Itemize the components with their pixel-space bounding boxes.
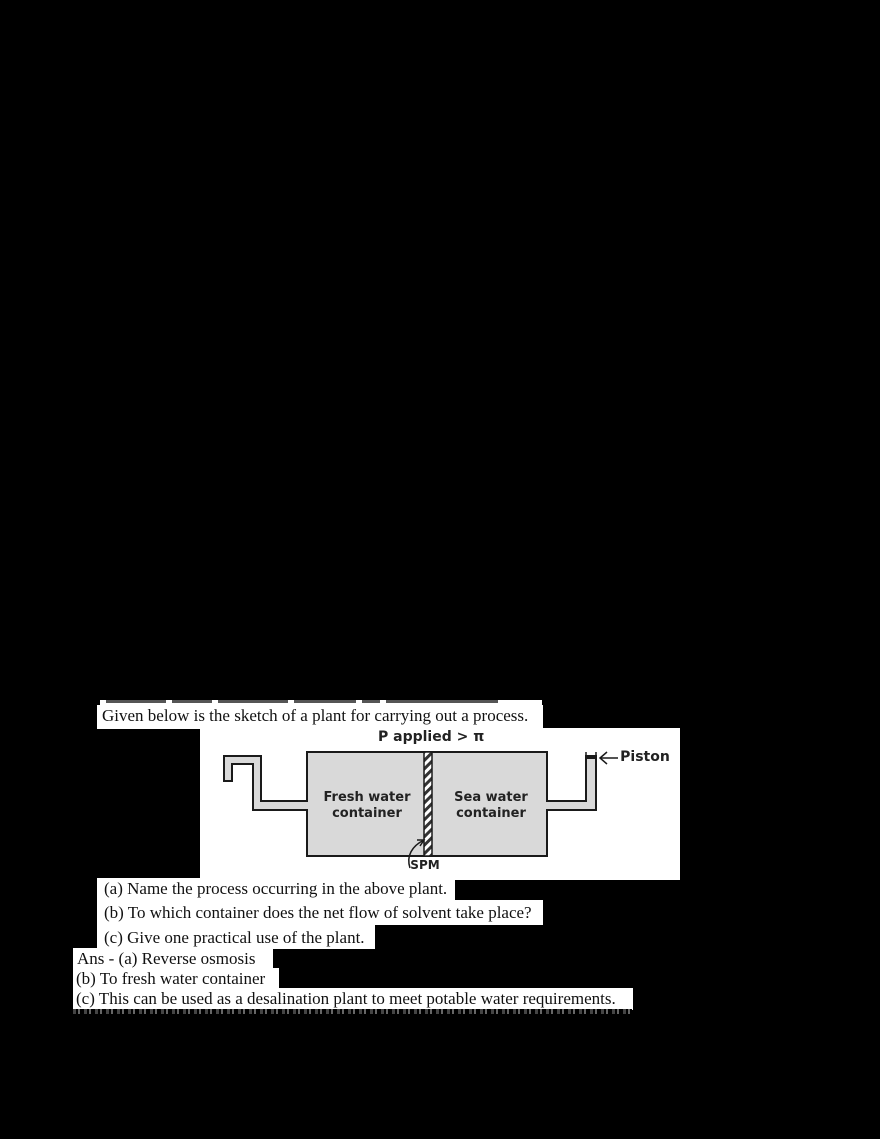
- answer-c-text: (c) This can be used as a desalination plant to meet potable water requirements.: [76, 989, 616, 1008]
- cut-off-text-strip: [73, 1009, 632, 1014]
- intro-text-content: Given below is the sketch of a plant for carrying out a process.: [102, 706, 529, 725]
- question-c-text: (c) Give one practical use of the plant.: [104, 928, 365, 947]
- fresh-water-label-line1: Fresh water: [323, 790, 411, 805]
- answer-a: [73, 948, 273, 968]
- question-a-text: (a) Name the process occurring in the above plant.: [104, 879, 448, 898]
- spm-label: SPM: [410, 858, 440, 872]
- pressure-label: P applied > π: [378, 729, 485, 745]
- answer-b-text: (b) To fresh water container: [76, 969, 266, 988]
- question-b-text: (b) To which container does the net flow of solvent take place?: [104, 903, 532, 922]
- answer-b: [73, 968, 279, 988]
- sea-water-label-line2: container: [456, 806, 526, 821]
- answer-c: [73, 988, 633, 1010]
- fresh-water-label-line2: container: [332, 806, 402, 821]
- piston-label: Piston: [620, 749, 670, 765]
- question-a: [97, 878, 455, 900]
- answer-a-text: Ans - (a) Reverse osmosis: [77, 949, 256, 968]
- question-b: [97, 900, 543, 925]
- sea-water-label-line1: Sea water: [454, 790, 528, 805]
- intro-text: [97, 705, 543, 729]
- question-c: [97, 925, 375, 949]
- reverse-osmosis-diagram: [200, 728, 680, 880]
